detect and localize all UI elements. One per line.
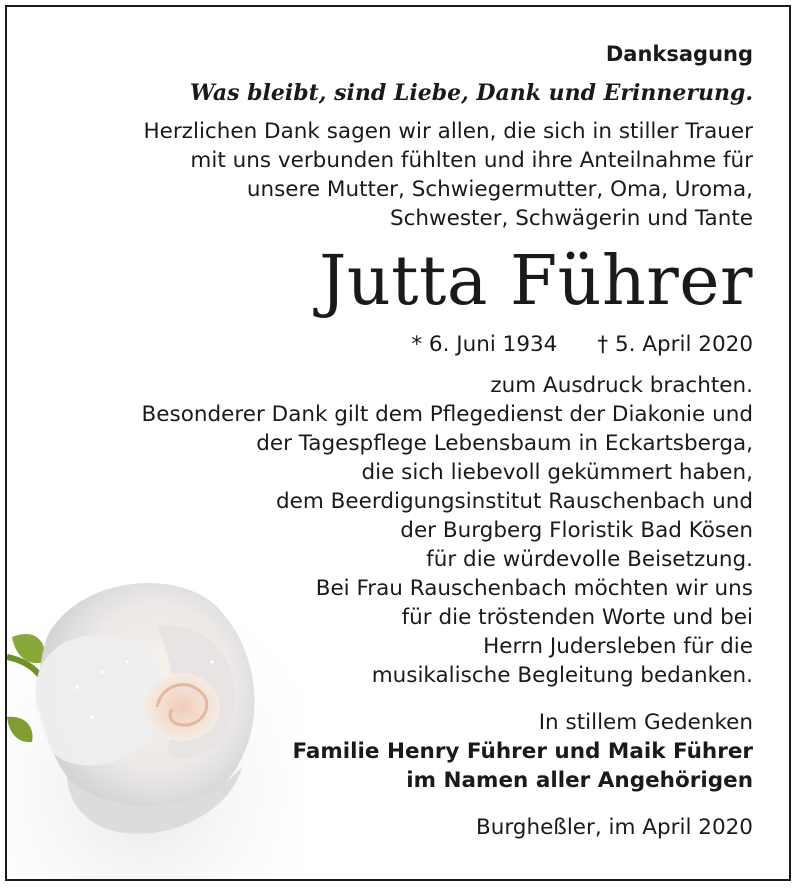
body-line: die sich liebevoll gekümmert haben,: [361, 460, 753, 485]
body-line: der Burgberg Floristik Bad Kösen: [400, 518, 753, 543]
body-paragraph: [47, 371, 753, 690]
body-line: für die tröstenden Worte und bei: [401, 605, 753, 630]
motto: Was bleibt, sind Liebe, Dank und Erinnerung.: [190, 80, 753, 106]
body-line: Bei Frau Rauschenbach möchten wir uns: [315, 576, 753, 601]
death-date: † 5. April 2020: [597, 332, 753, 357]
family-names: Familie Henry Führer und Maik Führer: [292, 739, 753, 764]
intro-line: unsere Mutter, Schwiegermutter, Oma, Uroma,: [246, 177, 753, 202]
notice-heading: Danksagung: [605, 42, 753, 66]
deceased-name: Jutta Führer: [319, 242, 753, 321]
body-line: dem Beerdigungsinstitut Rauschenbach und: [276, 489, 753, 514]
birth-date: * 6. Juni 1934: [411, 332, 558, 357]
body-line: Besonderer Dank gilt dem Pflegedienst der Diakonie und: [141, 402, 753, 427]
notice-text: [47, 37, 753, 842]
body-line: für die würdevolle Beisetzung.: [426, 547, 753, 572]
closing-block: [47, 708, 753, 795]
body-line: musikalische Begleitung bedanken.: [371, 663, 753, 688]
relatives-line: im Namen aller Angehörigen: [406, 768, 753, 793]
obituary-notice: [5, 5, 791, 881]
intro-line: Schwester, Schwägerin und Tante: [389, 206, 753, 231]
body-line: zum Ausdruck brachten.: [490, 373, 753, 398]
body-line: der Tagespflege Lebensbaum in Eckartsberga,: [256, 431, 753, 456]
place-date: [47, 813, 753, 842]
intro-line: mit uns verbunden fühlten und ihre Anteilnahme für: [190, 148, 753, 173]
intro-paragraph: [47, 117, 753, 233]
life-dates: [47, 329, 753, 361]
intro-line: Herzlichen Dank sagen wir allen, die sich in stiller Trauer: [143, 119, 753, 144]
body-line: Herrn Judersleben für die: [483, 634, 753, 659]
closing-line: In stillem Gedenken: [538, 710, 753, 735]
place-date-text: Burgheßler, im April 2020: [475, 815, 753, 840]
